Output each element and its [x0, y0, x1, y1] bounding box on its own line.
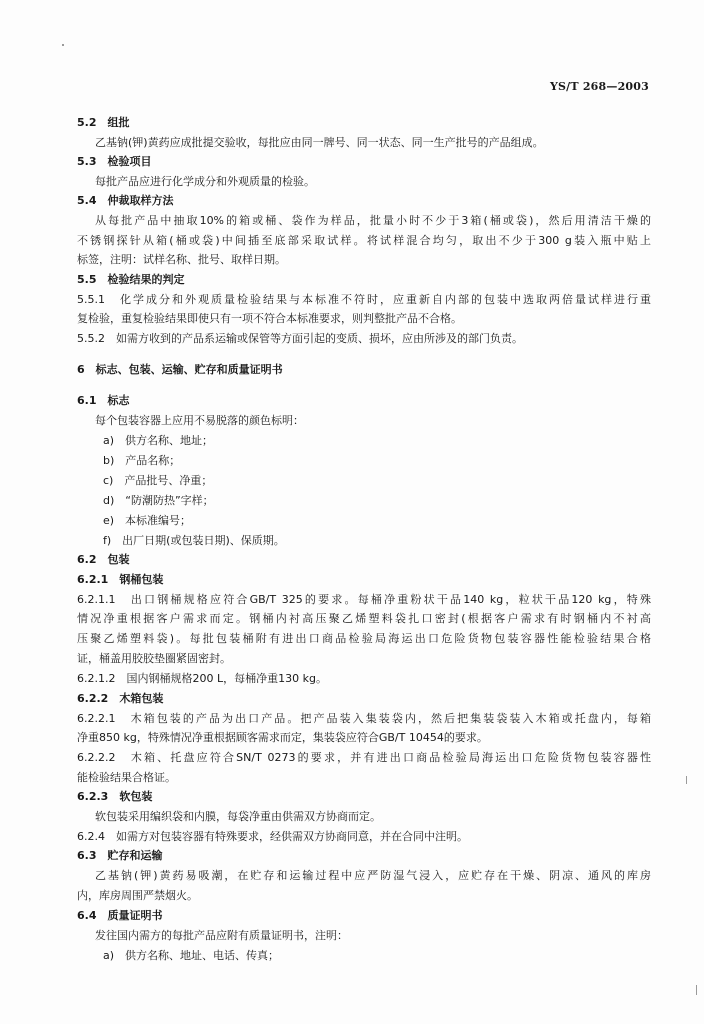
paragraph-5-5-1-line-1: 5.5.1 化学成分和外观质量检验结果与本标准不符时，应重新自内部的包装中选取两倍量试样进行重	[77, 293, 651, 306]
paragraph-6-4: 发往国内需方的每批产品应附有质量证明书，注明：	[95, 929, 348, 942]
paragraph-5-4-line-1: 从每批产品中抽取10%的箱或桶、袋作为样品，批量小时不少于3箱(桶或袋)，然后用清洁干燥的	[95, 214, 651, 227]
standard-number-header: YS/T 268—2003	[549, 80, 649, 93]
paragraph-6-2-1-1-line-4: 证，桶盖用胶胶垫圈紧固密封。	[77, 652, 231, 665]
list-item-c: c) 产品批号、净重；	[103, 474, 213, 487]
section-6-2-1-heading: 6.2.1 钢桶包装	[77, 573, 164, 586]
paragraph-6-1: 每个包装容器上应用不易脱落的颜色标明：	[95, 414, 304, 427]
list-item-e: e) 本标准编号；	[103, 514, 192, 527]
list-item-b: b) 产品名称；	[103, 454, 181, 467]
scan-speck	[686, 776, 687, 784]
paragraph-6-2-2-1-line-2: 净重850 kg，特殊情况净重根据顾客需求而定，集装袋应符合GB/T 10454的要求。	[77, 731, 488, 744]
list-item-f: f) 出厂日期(或包装日期)、保质期。	[103, 534, 285, 547]
paragraph-6-2-2-2-line-1: 6.2.2.2 木箱、托盘应符合SN/T 0273的要求，并有进出口商品检验局海运出口危险货物包装容器性	[77, 751, 651, 764]
paragraph-5-3: 每批产品应进行化学成分和外观质量的检验。	[95, 175, 315, 188]
section-6-2-heading: 6.2 包装	[77, 553, 130, 566]
paragraph-6-2-2-2-line-2: 能检验结果合格证。	[77, 771, 176, 784]
section-5-5-heading: 5.5 检验结果的判定	[77, 273, 185, 286]
paragraph-6-3-line-2: 内，库房周围严禁烟火。	[77, 889, 198, 902]
paragraph-6-2-1-1-line-2: 情况净重根据客户需求而定。钢桶内衬高压聚乙烯塑料袋扎口密封(根据客户需求有时钢桶内不衬高	[77, 612, 651, 625]
section-6-2-2-heading: 6.2.2 木箱包装	[77, 692, 164, 705]
paragraph-5-4-line-3: 标签，注明：试样名称、批号、取样日期。	[77, 253, 286, 266]
paragraph-5-5-1-line-2: 复检验，重复检验结果即使只有一项不符合本标准要求，则判整批产品不合格。	[77, 312, 462, 325]
paragraph-6-2-4: 6.2.4 如需方对包装容器有特殊要求，经供需双方协商同意，并在合同中注明。	[77, 830, 468, 843]
paragraph-6-2-1-1-line-1: 6.2.1.1 出口钢桶规格应符合GB/T 325的要求。每桶净重粉状干品140 kg，粒状干品120 kg，特殊	[77, 593, 651, 606]
section-5-4-heading: 5.4 仲裁取样方法	[77, 194, 174, 207]
scan-speck	[62, 44, 64, 46]
paragraph-5-4-line-2: 不锈钢探针从箱(桶或袋)中间插至底部采取试样。将试样混合均匀，取出不少于300 g装入瓶中贴上	[77, 234, 651, 247]
section-6-3-heading: 6.3 贮存和运输	[77, 849, 163, 862]
section-5-3-heading: 5.3 检验项目	[77, 155, 152, 168]
scan-speck	[696, 985, 697, 995]
paragraph-5-2: 乙基钠(钾)黄药应成批提交验收，每批应由同一牌号、同一状态、同一生产批号的产品组成。	[95, 136, 544, 149]
paragraph-6-2-1-1-line-3: 压聚乙烯塑料袋)。每批包装桶附有进出口商品检验局海运出口危险货物包装容器性能检验结果合格	[77, 632, 651, 645]
paragraph-5-5-2: 5.5.2 如需方收到的产品系运输或保管等方面引起的变质、损坏，应由所涉及的部门负责。	[77, 332, 523, 345]
list-item-a-2: a) 供方名称、地址、电话、传真；	[103, 949, 280, 962]
paragraph-6-2-1-2: 6.2.1.2 国内钢桶规格200 L，每桶净重130 kg。	[77, 672, 327, 685]
section-6-2-3-heading: 6.2.3 软包装	[77, 790, 153, 803]
paragraph-6-2-2-1-line-1: 6.2.2.1 木箱包装的产品为出口产品。把产品装入集装袋内，然后把集装袋装入木箱或托盘内，每箱	[77, 712, 651, 725]
section-6-1-heading: 6.1 标志	[77, 394, 130, 407]
section-6-4-heading: 6.4 质量证明书	[77, 909, 163, 922]
section-6-heading: 6 标志、包装、运输、贮存和质量证明书	[77, 363, 283, 376]
section-5-2-heading: 5.2 组批	[77, 116, 130, 129]
paragraph-6-2-3: 软包装采用编织袋和内膜，每袋净重由供需双方协商而定。	[95, 810, 381, 823]
paragraph-6-3-line-1: 乙基钠(钾)黄药易吸潮，在贮存和运输过程中应严防湿气浸入，应贮存在干燥、阴凉、通风的库房	[95, 869, 651, 882]
list-item-d: d) “防潮防热”字样；	[103, 494, 214, 507]
list-item-a: a) 供方名称、地址；	[103, 434, 214, 447]
